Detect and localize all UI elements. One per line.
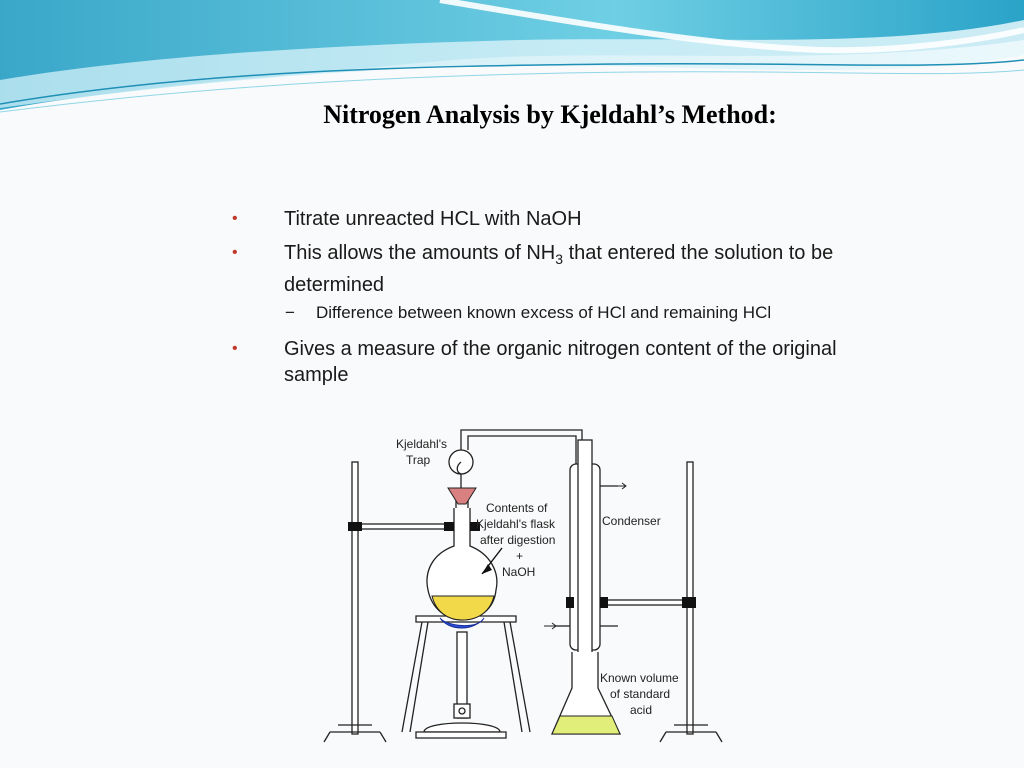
- sub-bullet-marker: −: [285, 303, 295, 322]
- clamp: [600, 597, 608, 608]
- label-trap-2: Trap: [406, 453, 431, 467]
- bullet-marker: •: [232, 244, 238, 261]
- right-clamp-arm: [606, 600, 690, 605]
- left-clamp-arm: [358, 524, 446, 529]
- label-condenser: Condenser: [602, 514, 661, 528]
- label-contents-1: Contents of: [486, 501, 548, 515]
- label-contents-4: +: [516, 549, 524, 563]
- label-contents-2: Kjeldahl's flask: [476, 517, 555, 531]
- label-acid-3: acid: [630, 703, 653, 717]
- bullet-text-end: that entered the solution to be determined: [284, 242, 834, 296]
- label-trap-1: Kjeldahl's: [396, 437, 447, 451]
- kjeldahl-apparatus-diagram: [320, 420, 740, 765]
- sub-bullet-text: Difference between known excess of HCl and remaining HCl: [316, 303, 772, 322]
- standard-acid-liquid: [552, 716, 620, 734]
- left-ring-stand: [324, 462, 386, 742]
- subscript: 3: [555, 251, 564, 267]
- clamp: [444, 522, 454, 531]
- bullet-marker: •: [232, 340, 238, 357]
- water-out-arrow: [618, 483, 626, 489]
- bullet-text: [284, 240, 924, 298]
- condenser: [556, 440, 618, 680]
- clamp: [348, 522, 362, 531]
- water-in-arrow: [544, 623, 556, 629]
- bullet-text: Gives a measure of the organic nitrogen content of the original sample: [284, 338, 837, 386]
- clamp: [682, 597, 696, 608]
- bullet-text: Titrate unreacted HCL with NaOH: [284, 208, 582, 230]
- trap-funnel: [448, 488, 476, 504]
- label-acid-2: of standard: [610, 687, 671, 701]
- label-contents-3: after digestion: [480, 533, 556, 547]
- bullet-marker: •: [232, 210, 238, 227]
- burner-tripod: [402, 616, 530, 738]
- slide-title: Nitrogen Analysis by Kjeldahl’s Method:: [323, 100, 777, 129]
- bullet-text-start: This allows the amounts of NH: [284, 242, 556, 264]
- label-acid-1: Known volume: [600, 671, 679, 685]
- clamp: [566, 597, 574, 608]
- label-contents-5: NaOH: [502, 565, 536, 579]
